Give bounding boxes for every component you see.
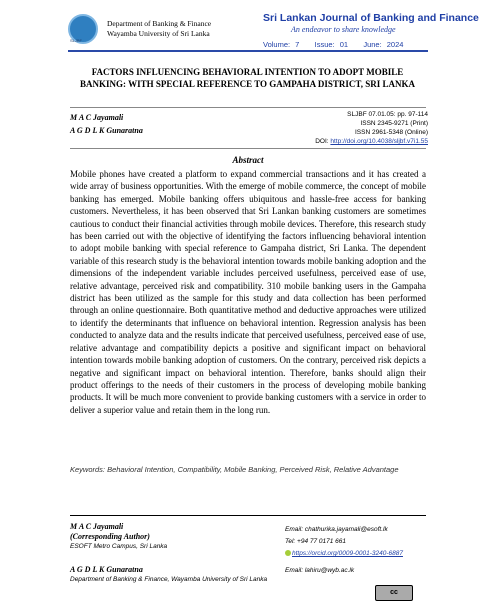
university-name: Wayamba University of Sri Lanka bbox=[107, 29, 210, 38]
author-1-orcid[interactable] bbox=[285, 549, 403, 558]
author-1: M A C Jayamali bbox=[70, 113, 124, 122]
footer-divider bbox=[70, 515, 426, 516]
footer-author-2-affiliation: Department of Banking & Finance, Wayamba University of Sri Lanka bbox=[70, 576, 268, 583]
creative-commons-license-icon: cc bbox=[375, 585, 413, 601]
issue-date: June: 2024 bbox=[363, 40, 404, 49]
journal-title: Sri Lankan Journal of Banking and Finance bbox=[263, 12, 479, 24]
author-1-email: Email: chathurika.jayamali@esoft.lk bbox=[285, 526, 388, 533]
author-2-email: Email: lahiru@wyb.ac.lk bbox=[285, 567, 355, 574]
citation: SLJBF 07.01.05: pp. 97-114 bbox=[347, 111, 428, 118]
paper-metadata bbox=[290, 110, 428, 146]
footer-author-1 bbox=[70, 522, 167, 552]
corresponding-author-label: (Corresponding Author) bbox=[70, 532, 150, 541]
doi-label: DOI: bbox=[315, 138, 329, 145]
volume: Volume: 7 bbox=[263, 40, 300, 49]
header-divider bbox=[68, 50, 428, 52]
doi-link[interactable]: http://doi.org/10.4038/sljbf.v7i1.55 bbox=[330, 138, 428, 145]
department-name: Department of Banking & Finance bbox=[107, 19, 212, 28]
footer-author-1-affiliation: ESOFT Metro Campus, Sri Lanka bbox=[70, 543, 168, 550]
issn-online: ISSN 2961-5348 (Online) bbox=[355, 129, 428, 136]
issn-print: ISSN 2345-9271 (Print) bbox=[360, 120, 428, 127]
footer-author-2 bbox=[70, 565, 267, 585]
orcid-icon bbox=[285, 550, 291, 556]
volume-issue-line bbox=[263, 40, 403, 49]
keywords-list: Behavioral Intention, Compatibility, Mobile Banking, Perceived Risk, Relative Advantage bbox=[107, 465, 399, 474]
logo-text: SLJBF bbox=[70, 38, 83, 43]
author-2: A G D L K Gunaratna bbox=[70, 126, 143, 135]
footer-author-1-contact bbox=[285, 525, 403, 558]
orcid-link[interactable]: https://orcid.org/0009-0001-3240-6887 bbox=[292, 550, 403, 557]
abstract-text: Mobile phones have created a platform to expand commercial transactions and it has created a wide array of business opportunities. With the emerge of mobile commerce, the concept of mobile banking has emerged. Mobile banking offers ubiquitous and hassle-free access for banking customers. Nevertheless, it has been observed that Sri Lankan banking customers are sometimes cautious to conduct their financial activities through mobile devices. Therefore, this research study has been carried out with the objective of identifying the factors influencing behavioral intention to adopt mobile banking with special reference to Gampaha district, Sri Lanka. The dependent variable of this research study is the behavioral intention towards mobile banking adoption and the dimensions of the independent variable includes perceived usefulness, perceived ease of use, relative advantage, perceived risk and compatibility. 310 mobile banking users in the Gampaha district has been utilized as the sample for this study and data collection has been performed through an online questionnaire. Both quantitative method and deductive approaches were utilized to identify the determinants that influence on behavioral intention. Regression analysis has been conducted to analyze data and the results indicate that perceived usefulness, perceived ease of use, relative advantage and compatibility depicts a positive and significant impact on behavioral intention towards mobile banking adoption of customers. On the contrary, perceived risk depicts a negative and significant impact on behavioral intention. Therefore, banks should align their product offerings to the needs of their customers in the process of developing mobile banking products. It will be much more convenient to provide banking customers with a service in order to deliver a superior value and retain them in the long run. bbox=[70, 169, 426, 415]
footer-author-1-name: M A C Jayamali bbox=[70, 522, 124, 531]
keywords-label: Keywords: bbox=[70, 465, 106, 474]
author-divider-top bbox=[70, 107, 426, 108]
abstract-heading: Abstract bbox=[232, 155, 264, 165]
paper-title: FACTORS INFLUENCING BEHAVIORAL INTENTION TO ADOPT MOBILE BANKING: WITH SPECIAL REFERENCE TO GAMPAHA DISTRICT, SRI LANKA bbox=[80, 67, 415, 89]
footer-author-2-name: A G D L K Gunaratna bbox=[70, 565, 143, 574]
keywords bbox=[70, 465, 426, 474]
journal-tagline: An endeavor to share knowledge bbox=[291, 25, 396, 34]
doi-line bbox=[290, 137, 428, 146]
department-block bbox=[107, 19, 211, 39]
issue: Issue: 01 bbox=[314, 40, 349, 49]
author-1-tel: Tel: +94 77 0171 661 bbox=[285, 538, 347, 545]
author-divider-bottom bbox=[70, 148, 426, 149]
